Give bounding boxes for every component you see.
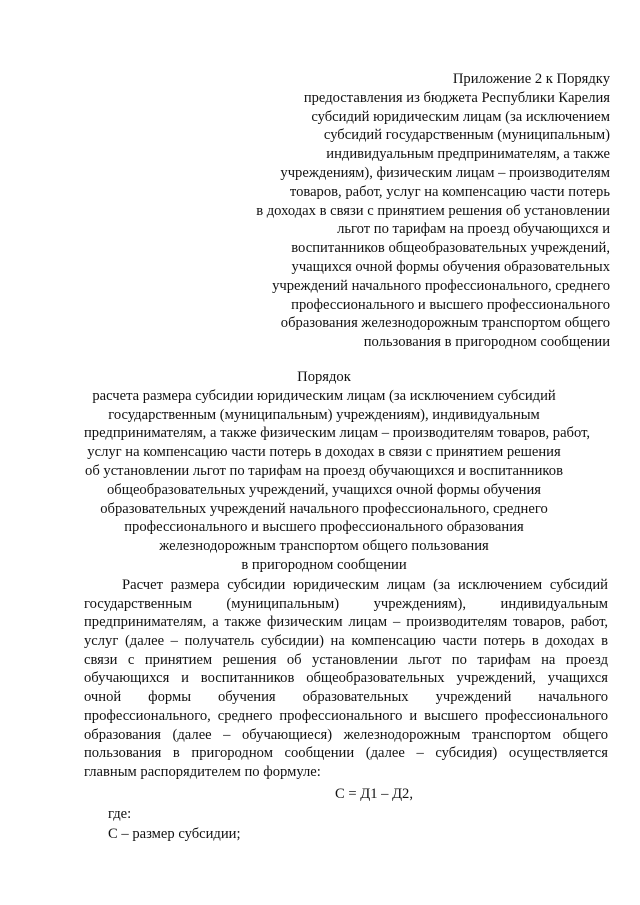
body-line: очной формы обучения образовательных учреждений начального: [84, 689, 608, 706]
appendix-line: учащихся очной формы обучения образовательных: [291, 258, 610, 275]
formula: С = Д1 – Д2,: [334, 786, 413, 802]
body-line: профессионального, среднего профессионального и высшего профессионального: [84, 707, 608, 724]
title-line: об установлении льгот по тарифам на проезд обучающихся и воспитанников: [85, 462, 563, 479]
title-line: расчета размера субсидии юридическим лицам (за исключением субсидий: [92, 387, 556, 404]
title-line: услуг на компенсацию части потерь в доходах в связи с принятием решения: [87, 444, 561, 461]
appendix-line: Приложение 2 к Порядку: [452, 71, 610, 87]
appendix-line: профессионального и высшего профессионального: [291, 296, 610, 313]
appendix-line: индивидуальным предпринимателям, а также: [326, 146, 610, 163]
appendix-line: пользования в пригородном сообщении: [363, 334, 610, 351]
appendix-line: предоставления из бюджета Республики Карелия: [303, 89, 610, 106]
appendix-line: образования железнодорожным транспортом общего: [280, 315, 610, 332]
definition-c: С – размер субсидии;: [108, 826, 241, 842]
appendix-line: льгот по тарифам на проезд обучающихся и: [337, 221, 610, 238]
body-paragraph: [84, 576, 608, 782]
body-line: пользования в пригородном сообщении (далее – субсидия) осуществляется: [84, 745, 608, 762]
appendix-heading: [190, 70, 610, 352]
body-line: обучающихся и воспитанников общеобразовательных учреждений, учащихся: [84, 670, 608, 687]
appendix-line: учреждений начального профессионального, среднего: [272, 277, 610, 294]
title-line: предпринимателям, а также физическим лицам – производителям товаров, работ,: [84, 425, 591, 442]
body-line: услуг (далее – получатель субсидии) на компенсацию части потерь в доходах в: [84, 633, 608, 650]
title-line: государственным (муниципальным) учреждениям), индивидуальным: [108, 406, 540, 423]
appendix-line: товаров, работ, услуг на компенсацию части потерь: [289, 183, 610, 200]
where-label: где:: [108, 806, 132, 822]
body-line: главным распорядителем по формуле:: [84, 763, 321, 780]
document-title: [84, 368, 591, 575]
appendix-line: в доходах в связи с принятием решения об установлении: [256, 202, 610, 219]
appendix-line: учреждениям), физическим лицам – производителям: [280, 164, 610, 181]
appendix-line: воспитанников общеобразовательных учреждений,: [291, 240, 610, 257]
title-line: Порядок: [297, 369, 351, 385]
body-line: связи с принятием решения об установлении льгот по тарифам на проезд: [84, 651, 608, 668]
body-line: Расчет размера субсидии юридическим лицам (за исключением субсидий: [122, 577, 608, 593]
appendix-line: субсидий юридическим лицам (за исключением: [311, 108, 610, 125]
appendix-line: субсидий государственным (муниципальным): [323, 127, 610, 144]
title-line: профессионального и высшего профессионального образования: [124, 519, 524, 536]
title-line: общеобразовательных учреждений, учащихся очной формы обучения: [106, 481, 541, 498]
title-line: в пригородном сообщении: [241, 556, 407, 573]
body-line: государственным (муниципальным) учреждениям), индивидуальным: [84, 595, 608, 612]
body-line: предпринимателям, а также физическим лицам – производителям товаров, работ,: [84, 614, 608, 631]
body-line: образования (далее – обучающиеся) железнодорожным транспортом общего: [84, 726, 608, 743]
title-line: железнодорожным транспортом общего пользования: [159, 538, 489, 555]
title-line: образовательных учреждений начального профессионального, среднего: [100, 500, 548, 517]
